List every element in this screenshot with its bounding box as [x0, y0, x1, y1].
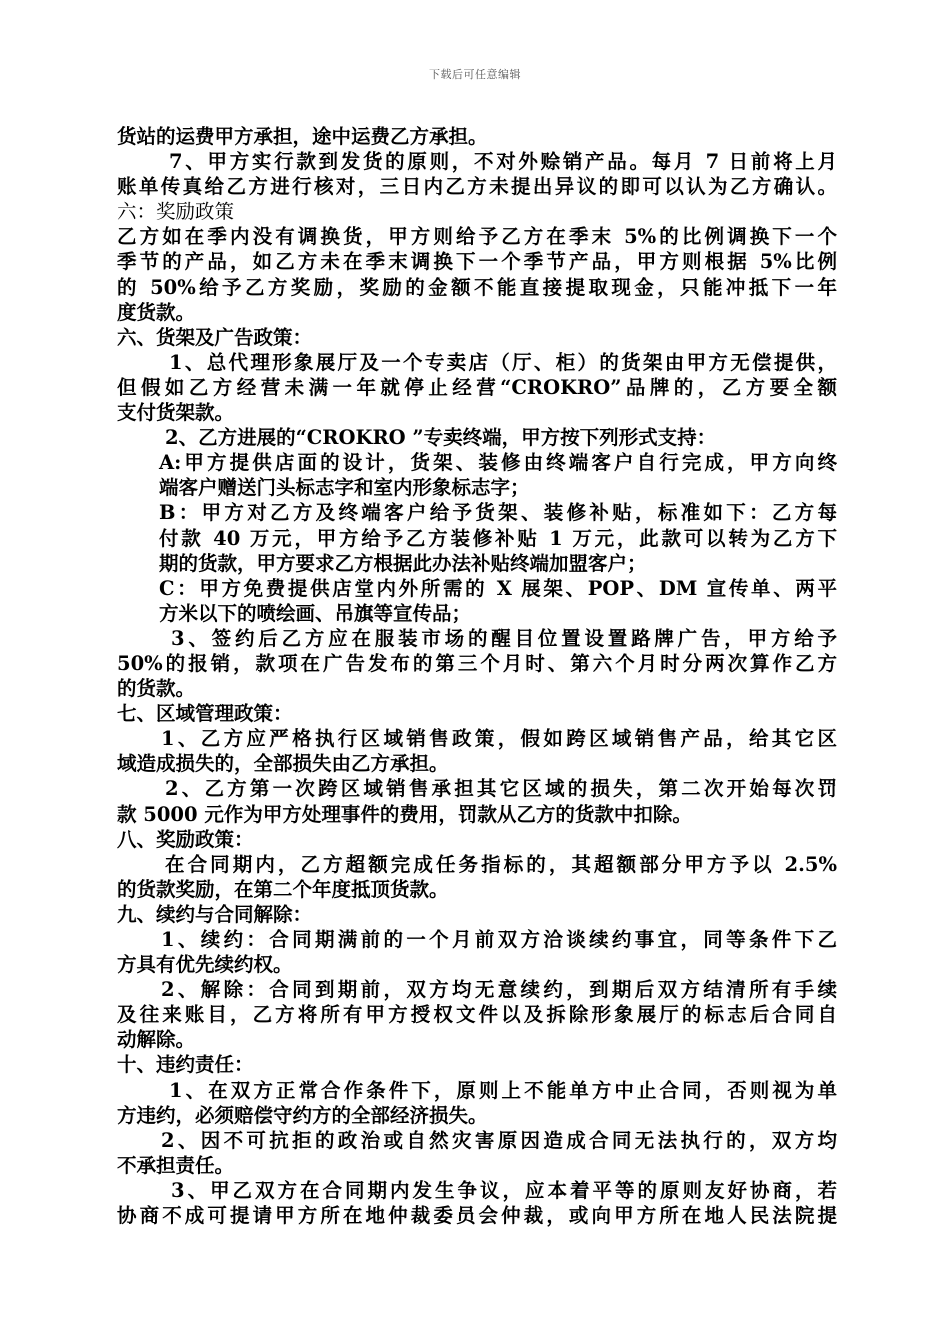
text-line: A:甲方提供店面的设计，货架、装修由终端客户自行完成，甲方向终 [159, 451, 837, 475]
text-line: 货站的运费甲方承担，途中运费乙方承担。 [117, 125, 488, 148]
document-body [117, 124, 837, 1228]
text-line: 乙方如在季内没有调换货，甲方则给予乙方在季末 5%的比例调换下一个 [117, 225, 837, 249]
text-line: 季节的产品，如乙方未在季末调换下一个季节产品，甲方则根据 5%比例 [117, 250, 837, 274]
text-line: 在合同期内，乙方超额完成任务指标的，其超额部分甲方予以 2.5% [165, 852, 837, 876]
text-line: 端客户赠送门头标志字和室内形象标志字； [159, 476, 530, 500]
text-line: 款 5000 元作为甲方处理事件的费用，罚款从乙方的货款中扣除。 [117, 802, 692, 826]
text-line: 7、甲方实行款到发货的原则，不对外赊销产品。每月 7 日前将上月 [169, 150, 837, 174]
text-line: 1、在双方正常合作条件下，原则上不能单方中止合同，否则视为单 [169, 1078, 837, 1102]
text-line: 的货款。 [117, 677, 196, 701]
text-line: 的 50%给予乙方奖励，奖励的金额不能直接提取现金，只能冲抵下一年 [117, 275, 837, 299]
text-line: 2、乙方进展的“CROKRO ”专卖终端，甲方按下列形式支持： [165, 426, 717, 450]
text-line: 方违约，必须赔偿守约方的全部经济损失。 [117, 1103, 488, 1127]
page-header: 下载后可任意编辑 [429, 68, 521, 81]
text-line: 六：奖励政策 [117, 200, 235, 224]
text-line: 方米以下的喷绘画、吊旗等宣传品； [159, 601, 472, 625]
text-line: 十、违约责任： [117, 1053, 254, 1077]
text-line: 方具有优先续约权。 [117, 953, 293, 977]
text-line: 九、续约与合同解除： [117, 902, 313, 926]
text-line: 1、续约：合同期满前的一个月前双方洽谈续约事宜，同等条件下乙 [161, 928, 837, 951]
text-line: 协商不成可提请甲方所在地仲裁委员会仲裁，或向甲方所在地人民法院提 [117, 1204, 837, 1228]
text-line: C：甲方免费提供店堂内外所需的 X 展架、POP、DM 宣传单、两平 [159, 576, 837, 600]
text-line: 2、解除：合同到期前，双方均无意续约，到期后双方结清所有手续 [161, 978, 837, 1002]
text-line: 七、区域管理政策： [117, 702, 293, 726]
text-line: 支付货架款。 [117, 401, 235, 425]
text-line: 不承担责任。 [117, 1153, 235, 1177]
text-line: 期的货款，甲方要求乙方根据此办法补贴终端加盟客户； [159, 551, 647, 575]
text-line: 度货款。 [117, 300, 196, 324]
text-line: 1、乙方应严格执行区域销售政策，假如跨区域销售产品，给其它区 [161, 727, 837, 751]
text-line: 及往来账目，乙方将所有甲方授权文件以及拆除形象展厅的标志后合同自 [117, 1003, 837, 1027]
text-line: 六、货架及广告政策： [117, 325, 313, 349]
text-line: 3、甲乙双方在合同期内发生争议，应本着平等的原则友好协商，若 [171, 1178, 837, 1202]
text-line: 账单传真给乙方进行核对，三日内乙方未提出异议的即可以认为乙方确认。 [117, 175, 837, 199]
text-line: 2、乙方第一次跨区域销售承担其它区域的损失，第二次开始每次罚 [165, 777, 837, 801]
text-line: 付款 40 万元，甲方给予乙方装修补贴 1 万元，此款可以转为乙方下 [159, 526, 837, 550]
text-line: 3、签约后乙方应在服装市场的醒目位置设置路牌广告，甲方给予 [171, 626, 837, 650]
text-line: 八、奖励政策： [117, 827, 254, 851]
text-line: B：甲方对乙方及终端客户给予货架、装修补贴，标准如下：乙方每 [159, 501, 837, 525]
text-line: 2、因不可抗拒的政治或自然灾害原因造成合同无法执行的，双方均 [161, 1128, 837, 1152]
text-line: 但假如乙方经营未满一年就停止经营“CROKRO”品牌的，乙方要全额 [117, 375, 837, 399]
text-line: 的货款奖励，在第二个年度抵顶货款。 [117, 877, 449, 901]
text-line: 50%的报销，款项在广告发布的第三个月时、第六个月时分两次算作乙方 [117, 651, 837, 675]
text-line: 动解除。 [117, 1028, 196, 1052]
text-line: 1、总代理形象展厅及一个专卖店（厅、柜）的货架由甲方无偿提供， [169, 350, 837, 374]
text-line: 域造成损失的，全部损失由乙方承担。 [117, 752, 449, 776]
